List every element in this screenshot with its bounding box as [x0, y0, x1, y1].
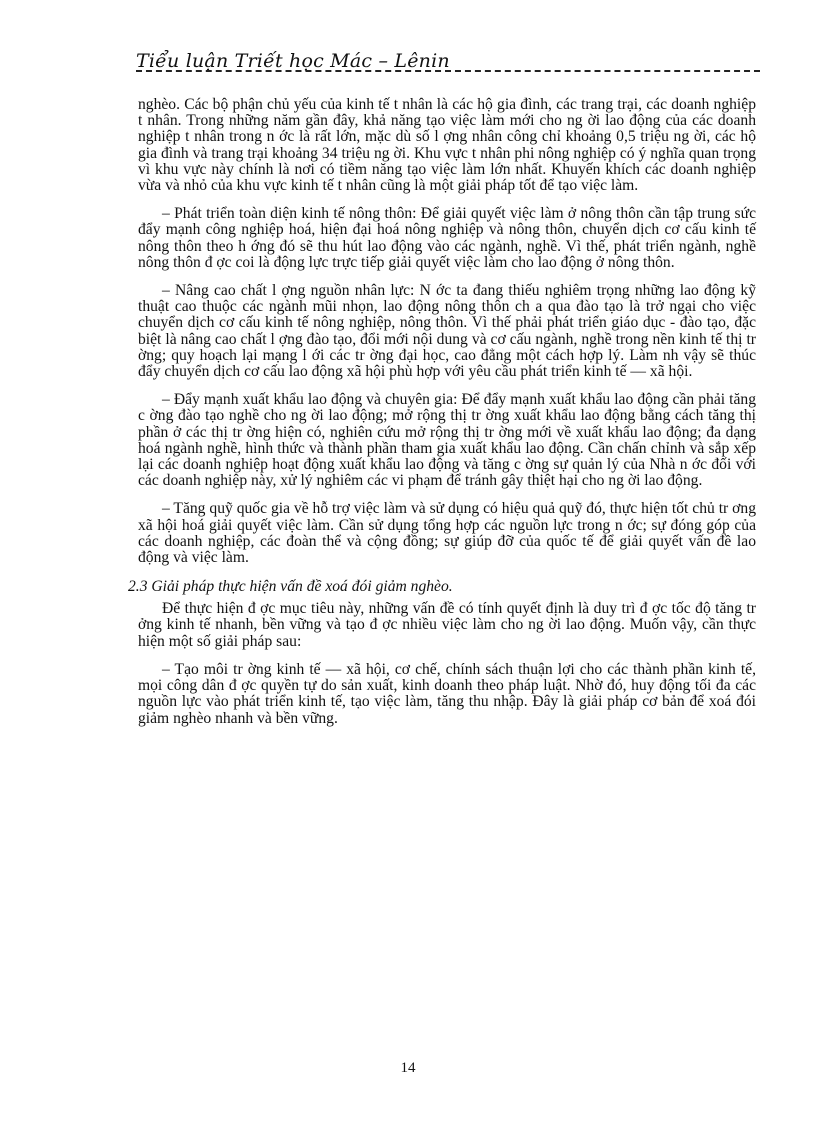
body-paragraph: – Đẩy mạnh xuất khẩu lao động và chuyên gia: Để đẩy mạnh xuất khẩu lao động cần phải tăng c ờng đào tạo nghề cho ng ời lao động; mở rộng thị tr ờng xuất khẩu lao động bằng cách tăng thị phần ở các thị tr ờng hiện có, nghiên cứu mở rộng thị tr ờng mới về xuất khẩu lao động; đa dạng hoá ngành nghề, hình thức và thành phần tham gia xuất khẩu lao động. Cần chấn chỉnh và sắp xếp lại các doanh nghiệp hoạt động xuất khẩu lao động và tăng c ờng sự quản lý của Nhà n ớc đối với các doanh nghiệp này, xử lý nghiêm các vi phạm để tránh gây thiệt hại cho ng ời lao động. — [138, 391, 756, 490]
header-divider — [136, 70, 760, 75]
body-paragraph: nghèo. Các bộ phận chủ yếu của kinh tế t nhân là các hộ gia đình, các trang trại, các doanh nghiệp t nhân. Trong những năm gần đây, khả năng tạo việc làm mới cho ng ời lao động của các doanh nghiệp t nhân trong n ớc là rất lớn, mặc dù số l ợng nhân công chỉ khoảng 0,5 triệu ng ời, các hộ gia đình và trang trại khoảng 34 triệu ng ời. Khu vực t nhân phi nông nghiệp có ý nghĩa quan trọng vì khu vực này chính là nơi có tiềm năng tạo việc làm lớn nhất. Khuyến khích các doanh nghiệp vừa và nhỏ của khu vực kinh tế t nhân cũng là một giải pháp tốt để tạo việc làm. — [138, 96, 756, 195]
body-paragraph: – Tăng quỹ quốc gia về hỗ trợ việc làm và sử dụng có hiệu quả quỹ đó, thực hiện tốt chủ tr ơng xã hội hoá giải quyết việc làm. Cần sử dụng tổng hợp các nguồn lực trong n ớc; sự đóng góp của các doanh nghiệp, các đoàn thể và cộng đồng; sự giúp đỡ của quốc tế để giải quyết vấn đề lao động và việc làm. — [138, 500, 756, 567]
document-title: Tiểu luận Triết học Mác – Lênin — [136, 50, 450, 72]
body-paragraph: – Nâng cao chất l ợng nguồn nhân lực: N ớc ta đang thiếu nghiêm trọng những lao động kỹ thuật cao thuộc các ngành mũi nhọn, lao động nông thôn ch a qua đào tạo là trở ngại cho việc chuyển dịch cơ cấu kinh tế nông nghiệp, nông thôn. Vì thế phải phát triển giáo dục - đào tạo, đặc biệt là nâng cao chất l ợng đào tạo, đổi mới nội dung và cơ cấu ngành, nghề trong nền kinh tế thị tr ờng; quy hoạch lại mạng l ới các tr ờng đại học, cao đẳng một cách hợp lý. Làm nh vậy sẽ thúc đẩy chuyển dịch cơ cấu lao động xã hội phù hợp với yêu cầu phát triển kinh tế — xã hội. — [138, 282, 756, 381]
body-paragraph: – Phát triển toàn diện kinh tế nông thôn: Để giải quyết việc làm ở nông thôn cần tập trung sức đẩy mạnh công nghiệp hoá, hiện đại hoá nông nghiệp và nông thôn, chuyển dịch cơ cấu kinh tế nông thôn theo h ớng đó sẽ thu hút lao động vào các ngành, nghề. Vì thế, phát triển ngành, nghề nông thôn đ ợc coi là động lực trực tiếp giải quyết việc làm cho lao động ở nông thôn. — [138, 205, 756, 271]
page-header — [136, 50, 760, 74]
section-paragraph: Để thực hiện đ ợc mục tiêu này, những vấn đề có tính quyết định là duy trì đ ợc tốc độ tăng tr ởng kinh tế nhanh, bền vững và tạo đ ợc nhiều việc làm cho ng ời lao động. Muốn vậy, cần thực hiện một số giải pháp sau: — [138, 600, 756, 650]
page-number: 14 — [400, 1060, 416, 1076]
section-paragraph: – Tạo môi tr ờng kinh tế — xã hội, cơ chế, chính sách thuận lợi cho các thành phần kinh tế, mọi công dân đ ợc quyền tự do sản xuất, kinh doanh theo pháp luật. Nhờ đó, huy động tối đa các nguồn lực vào phát triển kinh tế, tạo việc làm, tăng thu nhập. Đây là giải pháp cơ bản để xoá đói giảm nghèo nhanh và bền vững. — [138, 660, 756, 727]
section-heading: 2.3 Giải pháp thực hiện vấn đề xoá đói giảm nghèo. — [128, 578, 453, 596]
document-body — [128, 96, 756, 739]
